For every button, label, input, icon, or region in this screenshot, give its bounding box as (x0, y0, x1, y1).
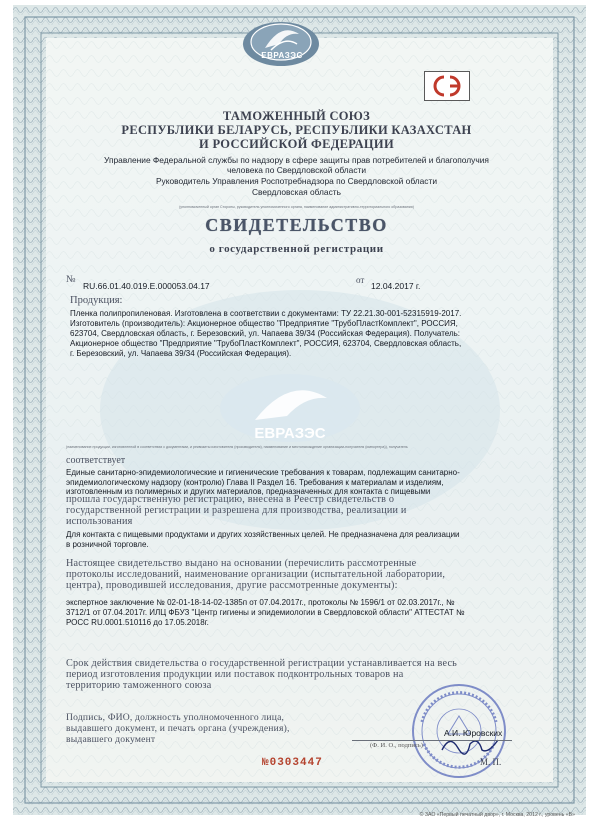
fio-caption: (Ф. И. О., подпись) (370, 742, 423, 749)
signature-block (66, 712, 386, 745)
authority-caption: (уполномоченный орган Стороны, руководитель уполномоченного органа, наименование административно-территориального образования) (179, 205, 414, 209)
signature-underline (352, 740, 512, 741)
header-line-1: ТАМОЖЕННЫЙ СОЮЗ (222, 109, 371, 123)
watermark-emblem-icon (215, 370, 365, 450)
stamp-place-label: М. П. (480, 757, 502, 767)
basis-document-line: экспертное заключение № 02-01-18-14-02-1385п от 07.04.2017г., протоколы № 1596/1 от 02.03.2017г., № (66, 598, 455, 607)
basis-line: протоколы исследований, наименование организации (испытательной лаборатории, (66, 569, 446, 580)
product-line: Пленка полипропиленовая. Изготовлена в соответствии с документами: ТУ 22.21.30-001-52315919-2017. (70, 309, 462, 318)
watermark-label: ЕВРАЗЭС (254, 425, 326, 442)
basis-line: Настоящее свидетельство выдано на основании (перечислить рассмотренные (66, 558, 417, 569)
signature-line: выдавшего документ, и печать органа (учреждения), (66, 723, 290, 734)
basis-document-line: РОСС RU.0001.510116 до 17.05.2018г. (66, 618, 209, 627)
basis-documents (66, 598, 531, 628)
validity-line: период изготовления продукции или поставок подконтрольных товаров на (66, 669, 404, 680)
conformity-mark-icon (424, 71, 470, 101)
product-line: 623704, Свердловская область, г. Березовский, ул. Чапаева 39/34 (Российская Федерация). Получатель: (70, 329, 461, 338)
usage-text (66, 530, 531, 550)
signature-line: выдавшего документ (66, 734, 156, 745)
product-caption: (наименование продукции, изготовленной в соответствии с документами, и реквизиты изготовителя (производителя), наименование и местонахождение организации-получателя (импортера)), получатель (66, 445, 408, 449)
compliance-line: изготовленным из полимерных и других материалов, предназначенных для контакта с пищевыми (66, 487, 431, 496)
usage-line: в розничной торговле. (66, 540, 149, 549)
signatory-name: А.И. Юровских (444, 728, 503, 738)
compliance-line: Единые санитарно-эпидемиологические и гигиенические требования к товарам, подлежащим санитарно- (66, 468, 460, 477)
basis-document-line: 3712/1 от 07.04.2017г. ИЛЦ ФБУЗ "Центр гигиены и эпидемиологии в Свердловской области" АТТЕСТАТ № (66, 608, 465, 617)
document-title: СВИДЕТЕЛЬСТВО (205, 215, 388, 235)
registration-statement (66, 494, 531, 527)
validity-line: территорию таможенного союза (66, 680, 212, 691)
registration-number-label: № (66, 274, 76, 285)
product-line: Акционерное общество "Предприятие "ТрубоПластКомплект", РОССИЯ, 623704, Свердловская область, (70, 339, 462, 348)
authority-line-3: Руководитель Управления Роспотребнадзора по Свердловской области (155, 176, 438, 186)
product-label: Продукция: (70, 295, 123, 306)
compliance-label: соответствует (66, 455, 126, 466)
document-subtitle: о государственной регистрации (209, 243, 384, 255)
authority-line-4: Свердловская область (252, 187, 341, 197)
printer-footer: © ЗАО «Первый печатный двор», г. Москва, 2012 г., уровень «В» (419, 812, 575, 818)
registration-date: 12.04.2017 г. (371, 281, 421, 291)
registration-number: RU.66.01.40.019.E.000053.04.17 (83, 281, 210, 291)
product-text (70, 309, 530, 359)
header-line-2: РЕСПУБЛИКИ БЕЛАРУСЬ, РЕСПУБЛИКИ КАЗАХСТАН (121, 123, 472, 137)
product-line: г. Березовский, ул. Чапаева 39/34 (Российская Федерация). (70, 349, 292, 358)
authority-line-2: человека по Свердловской области (226, 165, 367, 175)
registration-statement-line: государственной регистрации и разрешена для производства, реализации и (66, 505, 407, 516)
authority-line-1: Управление Федеральной службы по надзору в сфере защиты прав потребителей и благополучия (104, 155, 489, 165)
compliance-text (66, 468, 531, 497)
registration-statement-line: использования (66, 516, 133, 527)
signature-line: Подпись, ФИО, должность уполномоченного лица, (66, 712, 285, 723)
basis-text (66, 558, 531, 591)
compliance-line: эпидемиологическому надзору (контролю) Глава II Раздел 16. Требования к материалам и изделиям, (66, 477, 444, 487)
product-line: Изготовитель (производитель): Акционерное общество "Предприятие "ТрубоПластКомплект", РОССИЯ, (70, 319, 458, 328)
validity-line: Срок действия свидетельства о государственной регистрации устанавливается на весь (66, 658, 458, 669)
registration-date-label: от (356, 275, 365, 285)
registration-statement-line: прошла государственную регистрацию, внесена в Реестр свидетельств о (66, 494, 395, 505)
form-number: №0303447 (262, 757, 323, 769)
basis-line: центра), проводившей исследования, другие рассмотренные документы): (66, 580, 398, 591)
usage-line: Для контакта с пищевыми продуктами и других хозяйственных целей. Не предназначена для реализации (66, 530, 460, 539)
emblem-label: ЕВРАЗЭС (261, 51, 303, 60)
header-line-3: И РОССИЙСКОЙ ФЕДЕРАЦИИ (199, 137, 394, 151)
